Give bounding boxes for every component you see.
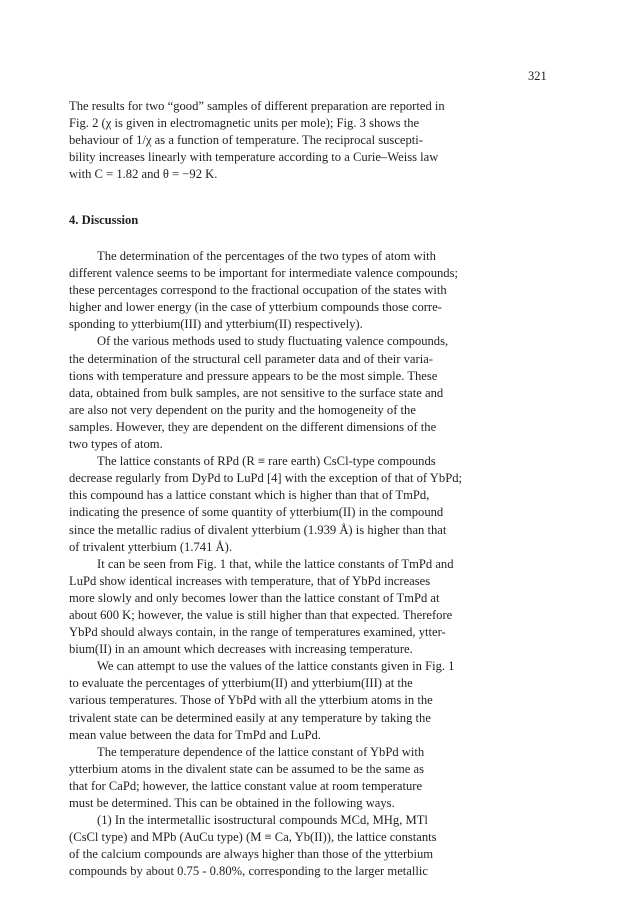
- text-line: decrease regularly from DyPd to LuPd [4] with the exception of that of YbPd;: [69, 471, 462, 486]
- text-line: must be determined. This can be obtained in the following ways.: [69, 796, 395, 810]
- text-line: The lattice constants of RPd (R ≡ rare earth) CsCl-type compounds: [97, 454, 436, 469]
- text-line: with C = 1.82 and θ = −92 K.: [69, 167, 218, 182]
- text-line: It can be seen from Fig. 1 that, while the lattice constants of TmPd and: [97, 556, 454, 571]
- text-line: the determination of the structural cell parameter data and of their varia-: [69, 351, 434, 366]
- text-line: tions with temperature and pressure appears to be the most simple. These: [69, 368, 438, 383]
- text-line: higher and lower energy (in the case of ytterbium compounds those corre-: [69, 300, 442, 315]
- text-line: that for CaPd; however, the lattice constant value at room temperature: [69, 778, 423, 793]
- text-line: of the calcium compounds are always higher than those of the ytterbium: [69, 847, 434, 862]
- text-line: this compound has a lattice constant which is higher than that of TmPd,: [69, 488, 430, 503]
- text-line: bium(II) in an amount which decreases with increasing temperature.: [69, 642, 413, 657]
- discussion-text: [69, 248, 549, 880]
- text-line: LuPd show identical increases with temperature, that of YbPd increases: [69, 573, 431, 588]
- text-line: The determination of the percentages of the two types of atom with: [97, 249, 436, 263]
- text-line: various temperatures. Those of YbPd with all the ytterbium atoms in the: [69, 693, 433, 708]
- text-line: Fig. 2 (χ is given in electromagnetic units per mole); Fig. 3 shows the: [69, 116, 420, 131]
- text-line: indicating the presence of some quantity of ytterbium(II) in the compound: [69, 505, 444, 520]
- text-line: YbPd should always contain, in the range of temperatures examined, ytter-: [69, 625, 446, 640]
- text-line: compounds by about 0.75 - 0.80%, corresponding to the larger metallic: [69, 864, 428, 879]
- text-line: ytterbium atoms in the divalent state can be assumed to be the same as: [69, 761, 424, 776]
- text-line: We can attempt to use the values of the lattice constants given in Fig. 1: [97, 659, 455, 674]
- page-number: 321: [528, 69, 547, 83]
- text-line: sponding to ytterbium(III) and ytterbium(II) respectively).: [69, 317, 363, 332]
- text-line: samples. However, they are dependent on the different dimensions of the: [69, 419, 437, 434]
- text-line: two types of atom.: [69, 437, 163, 452]
- text-line: The results for two “good” samples of different preparation are reported in: [69, 99, 445, 113]
- section-heading: 4. Discussion: [69, 213, 139, 227]
- text-line: The temperature dependence of the lattice constant of YbPd with: [97, 744, 425, 759]
- text-line: mean value between the data for TmPd and LuPd.: [69, 727, 321, 742]
- text-line: (CsCl type) and MPb (AuCu type) (M ≡ Ca, Yb(II)), the lattice constants: [69, 830, 437, 845]
- text-line: are also not very dependent on the purity and the homogeneity of the: [69, 402, 416, 417]
- text-line: different valence seems to be important for intermediate valence compounds;: [69, 266, 458, 281]
- text-line: to evaluate the percentages of ytterbium(II) and ytterbium(III) at the: [69, 676, 413, 691]
- text-line: (1) In the intermetallic isostructural compounds MCd, MHg, MTl: [97, 813, 428, 828]
- text-line: of trivalent ytterbium (1.741 Å).: [69, 539, 232, 554]
- text-line: behaviour of 1/χ as a function of temperature. The reciprocal suscepti-: [69, 133, 423, 148]
- text-line: these percentages correspond to the fractional occupation of the states with: [69, 283, 447, 298]
- text-line: more slowly and only becomes lower than the lattice constant of TmPd at: [69, 590, 440, 605]
- text-line: since the metallic radius of divalent ytterbium (1.939 Å) is higher than that: [69, 522, 447, 537]
- text-line: Of the various methods used to study fluctuating valence compounds,: [97, 334, 449, 349]
- text-line: about 600 K; however, the value is still higher than that expected. Therefore: [69, 607, 453, 622]
- intro-paragraph: [69, 98, 549, 183]
- text-line: trivalent state can be determined easily at any temperature by taking the: [69, 710, 431, 725]
- text-line: bility increases linearly with temperature according to a Curie–Weiss law: [69, 150, 439, 165]
- text-line: data, obtained from bulk samples, are not sensitive to the surface state and: [69, 385, 444, 400]
